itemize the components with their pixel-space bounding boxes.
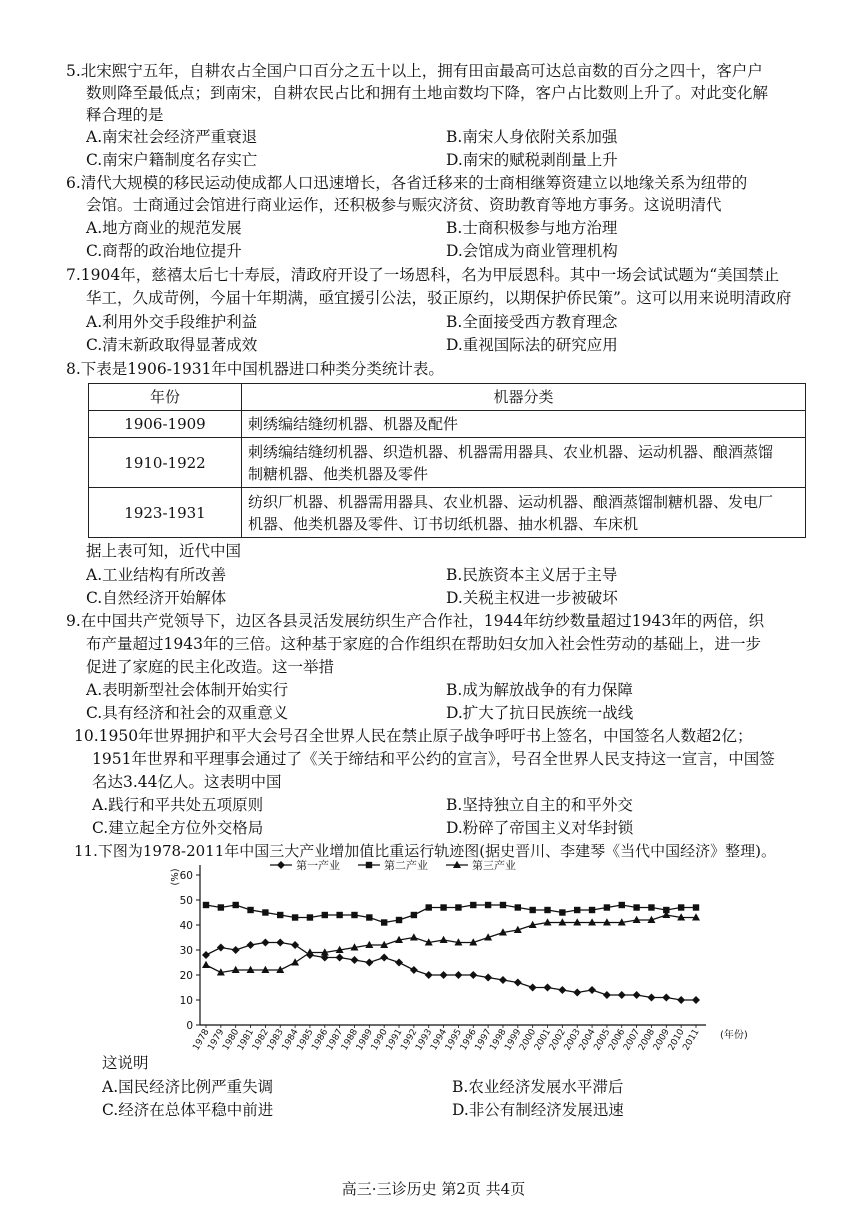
machinery-table [88,383,806,538]
data-point-diamond [232,946,240,954]
data-point-square [203,902,209,908]
table-row [89,488,806,538]
question-10-line-2: 1951年世界和平理事会通过了《关于缔结和平公约的宣言》，号召全世界人民支持这一宣言，中国签 [92,750,775,768]
x-tick-label: 1979 [206,1027,227,1053]
data-point-diamond [558,986,566,994]
table-cell-year: 1910-1922 [89,438,242,488]
data-point-triangle [291,958,299,965]
data-point-diamond [514,979,522,987]
question-5-line-3: 释合理的是 [86,106,164,124]
y-tick-label: 60 [179,870,193,882]
data-point-diamond [395,959,403,967]
data-point-square [544,907,550,913]
series-triangle [202,911,700,976]
question-8-intro: 8.下表是1906-1931年中国机器进口种类分类统计表。 [66,360,444,378]
data-point-diamond [440,971,448,979]
x-tick-label: 1978 [191,1027,212,1053]
data-point-square [366,914,372,920]
x-tick-label: 1990 [369,1027,390,1053]
page-footer: 高三·三诊历史 第2页 共4页 [341,1180,526,1198]
data-point-square [693,904,699,910]
data-point-square [574,907,580,913]
table-row [89,411,806,438]
x-tick-label: 1999 [503,1027,524,1053]
data-point-square [351,912,357,918]
table-cell-category [242,438,806,488]
data-point-square [619,902,625,908]
x-tick-label: 1987 [325,1027,346,1053]
x-tick-label: 1998 [488,1027,509,1053]
data-point-triangle [440,936,448,943]
x-tick-label: 2009 [651,1027,672,1053]
y-tick-label: 30 [179,945,193,957]
table-cell-year: 1906-1909 [89,411,242,438]
question-8-option-a: A.工业结构有所改善 [86,566,227,584]
table-cell-text: 制糖机器、他类机器及零件 [248,464,429,483]
table-cell-text: 机器、他类机器及零件、订书切纸机器、抽水机器、车床机 [248,514,639,533]
data-point-square [648,904,654,910]
data-point-diamond [276,939,284,947]
question-9-option-d: D.扩大了抗日民族统一战线 [446,704,634,722]
x-tick-label: 2002 [547,1027,568,1053]
question-11-option-a: A.国民经济比例严重失调 [102,1078,274,1096]
x-tick-label: 2011 [681,1027,702,1053]
question-6-line-1: 6.清代大规模的移民运动使成都人口迅速增长，各省迁移来的士商相继筹资建立以地缘关系为纽带的 [66,174,748,192]
table-header-year: 年份 [89,384,242,411]
data-point-square [633,904,639,910]
y-tick-label: 20 [179,970,193,982]
table-row [89,438,806,488]
data-point-diamond [425,971,433,979]
data-point-diamond [277,861,285,869]
data-point-square [529,907,535,913]
question-9-line-3: 促进了家庭的民主化改造。这一举措 [86,658,335,676]
question-11-option-c: C.经济在总体平稳中前进 [102,1101,274,1119]
data-point-diamond [633,991,641,999]
legend-label: 第二产业 [384,859,428,872]
data-point-square [559,909,565,915]
data-point-diamond [261,939,269,947]
question-9-option-c: C.具有经济和社会的双重意义 [86,704,289,722]
data-point-diamond [677,996,685,1004]
x-tick-label: 1982 [250,1027,271,1053]
data-point-square [247,907,253,913]
data-point-square [336,912,342,918]
x-tick-label: 1984 [280,1027,301,1053]
data-point-diamond [202,951,210,959]
question-6-option-b: B.士商积极参与地方治理 [446,219,618,237]
x-tick-label: 1981 [236,1027,257,1053]
data-point-diamond [588,986,596,994]
x-axis-label: (年份) [720,1030,748,1041]
data-point-square [277,912,283,918]
x-tick-label: 1989 [354,1027,375,1053]
question-5-line-1: 5.北宋熙宁五年，自耕农占全国户口百分之五十以上，拥有田亩最高可达总亩数的百分之四十，客户户 [66,62,763,80]
data-point-diamond [603,991,611,999]
x-tick-label: 2006 [607,1027,628,1053]
question-9-line-1: 9.在中国共产党领导下，边区各县灵活发展纺织生产合作社，1944年纺纱数量超过1943年的两倍，织 [66,612,765,630]
y-tick-label: 40 [179,920,193,932]
x-tick-label: 1991 [384,1027,405,1053]
table-cell-category [242,488,806,538]
legend-item [358,858,428,872]
question-7-option-c: C.清末新政取得显著成效 [86,336,258,354]
x-tick-label: 1986 [310,1027,331,1053]
x-tick-label: 1996 [458,1027,479,1053]
data-point-diamond [469,971,477,979]
data-point-square [455,904,461,910]
data-point-square [500,902,506,908]
question-5-option-b: B.南宋人身依附关系加强 [446,128,618,146]
x-tick-label: 1988 [339,1027,361,1053]
question-7-option-b: B.全面接受西方教育理念 [446,313,618,331]
table-header-category: 机器分类 [242,384,806,411]
x-tick-label: 2007 [622,1027,643,1053]
data-point-diamond [291,941,299,949]
table-cell-year: 1923-1931 [89,488,242,538]
data-point-square [381,919,387,925]
x-tick-label: 1994 [429,1027,450,1053]
question-9-option-b: B.成为解放战争的有力保障 [446,681,633,699]
question-7-option-a: A.利用外交手段维护利益 [86,313,258,331]
question-8-option-c: C.自然经济开始解体 [86,589,227,607]
x-tick-label: 1993 [414,1027,435,1053]
x-tick-label: 1997 [473,1027,494,1053]
data-point-diamond [499,976,507,984]
question-10-option-d: D.粉碎了帝国主义对华封锁 [446,819,634,837]
question-11-stem: 这说明 [102,1054,149,1072]
data-point-square [426,904,432,910]
chart-series-group [202,902,700,1004]
data-point-square [322,912,328,918]
y-axis-label: (%) [170,868,181,886]
question-6-option-a: A.地方商业的规范发展 [86,219,242,237]
question-10-option-c: C.建立起全方位外交格局 [92,819,264,837]
question-9-line-2: 布产量超过1943年的三倍。这种基于家庭的合作组织在帮助妇女加入社会性劳动的基础上，进一步 [86,635,761,653]
data-point-square [292,914,298,920]
question-6-line-2: 会馆。士商通过会馆进行商业运作，还积极参与赈灾济贫、资助教育等地方事务。这说明清代 [86,196,722,214]
data-point-diamond [647,994,655,1002]
data-point-triangle [202,961,210,968]
legend-item [270,858,340,872]
data-point-square [440,904,446,910]
data-point-square [485,902,491,908]
data-point-square [411,912,417,918]
data-point-square [232,902,238,908]
table-header-row [89,384,806,411]
data-point-square [470,902,476,908]
y-tick-label: 0 [186,1020,193,1032]
data-point-diamond [529,984,537,992]
data-point-diamond [618,991,626,999]
x-tick-label: 2000 [518,1027,539,1053]
question-10-line-3: 名达3.44亿人。这表明中国 [92,773,282,791]
question-10-option-a: A.践行和平共处五项原则 [92,796,264,814]
data-point-square [515,904,521,910]
data-point-diamond [247,941,255,949]
x-tick-label: 2001 [532,1027,554,1053]
data-point-diamond [662,994,670,1002]
data-point-diamond [454,971,462,979]
series-diamond [202,939,700,1005]
data-point-diamond [350,956,358,964]
legend-item [446,858,516,872]
x-tick-label: 1985 [295,1027,316,1053]
data-point-square [396,917,402,923]
data-point-square [678,904,684,910]
table-cell-text: 刺绣编结缝纫机器、织造机器、机器需用器具、农业机器、运动机器、酿酒蒸馏 [248,442,774,461]
table-cell-text: 刺绣编结缝纫机器、机器及配件 [248,415,459,433]
question-5-line-2: 数则降至最低点；到南宋，自耕农民占比和拥有土地亩数均下降，客户占比数则上升了。对此变化解 [86,84,769,102]
data-point-diamond [217,944,225,952]
question-10-line-1: 10.1950年世界拥护和平大会号召全世界人民在禁止原子战争呼吁书上签名，中国签名人数超2亿； [74,727,753,745]
data-point-square [218,904,224,910]
x-tick-label: 2005 [592,1027,613,1053]
legend-label: 第三产业 [472,859,516,872]
question-9-option-a: A.表明新型社会体制开始实行 [86,681,289,699]
data-point-diamond [692,996,700,1004]
x-tick-label: 1983 [265,1027,286,1053]
data-point-diamond [573,989,581,997]
data-point-square [589,907,595,913]
chart-axes [170,865,748,1052]
question-11-option-b: B.农业经济发展水平滞后 [452,1078,624,1096]
data-point-triangle [410,933,418,940]
question-8-stem: 据上表可知，近代中国 [86,542,242,560]
x-tick-label: 1980 [221,1027,242,1053]
data-point-square [307,914,313,920]
legend-label: 第一产业 [296,859,340,872]
x-tick-label: 1995 [443,1027,465,1053]
data-point-diamond [544,984,552,992]
question-5-option-d: D.南宋的赋税剥削量上升 [446,151,618,169]
question-6-option-d: D.会馆成为商业管理机构 [446,242,618,260]
data-point-diamond [484,974,492,982]
x-tick-label: 2008 [636,1027,658,1053]
question-11-option-d: D.非公有制经济发展迅速 [452,1101,624,1119]
y-tick-label: 10 [179,995,193,1007]
question-8-option-b: B.民族资本主义居于主导 [446,566,618,584]
data-point-square [262,909,268,915]
data-point-diamond [365,959,373,967]
data-point-diamond [336,954,344,962]
x-tick-label: 2003 [562,1027,583,1053]
question-7-option-d: D.重视国际法的研究应用 [446,336,618,354]
question-5-option-a: A.南宋社会经济严重衰退 [86,128,258,146]
y-tick-label: 50 [179,895,193,907]
question-7-line-2: 华工，久成苛例，今届十年期满，亟宜援引公法，驳正原约，以期保护侨民策”。这可以用来说明清政府 [86,289,792,307]
table-cell-text: 纺织厂机器、机器需用器具、农业机器、运动机器、酿酒蒸馏制糖机器、发电厂 [248,492,774,511]
question-10-option-b: B.坚持独立自主的和平外交 [446,796,633,814]
industry-share-chart [150,855,770,1055]
table-cell-category [242,411,806,438]
data-point-diamond [380,954,388,962]
question-6-option-c: C.商帮的政治地位提升 [86,242,242,260]
data-point-square [366,862,372,868]
x-tick-label: 2004 [577,1027,598,1053]
data-point-diamond [410,966,418,974]
data-point-square [604,904,610,910]
question-8-option-d: D.关税主权进一步被破坏 [446,589,618,607]
x-tick-label: 1992 [399,1027,420,1053]
question-7-line-1: 7.1904年，慈禧太后七十寿辰，清政府开设了一场恩科，名为甲辰恩科。其中一场会试试题为“美国禁止 [66,266,780,284]
x-tick-label: 2010 [666,1027,687,1053]
question-11-line-1: 11.下图为1978-2011年中国三大产业增加值比重运行轨迹图(据史晋川、李建琴《当代中国经济》整理)。 [74,842,776,860]
chart-legend [270,858,516,872]
question-5-option-c: C.南宋户籍制度名存实亡 [86,151,258,169]
